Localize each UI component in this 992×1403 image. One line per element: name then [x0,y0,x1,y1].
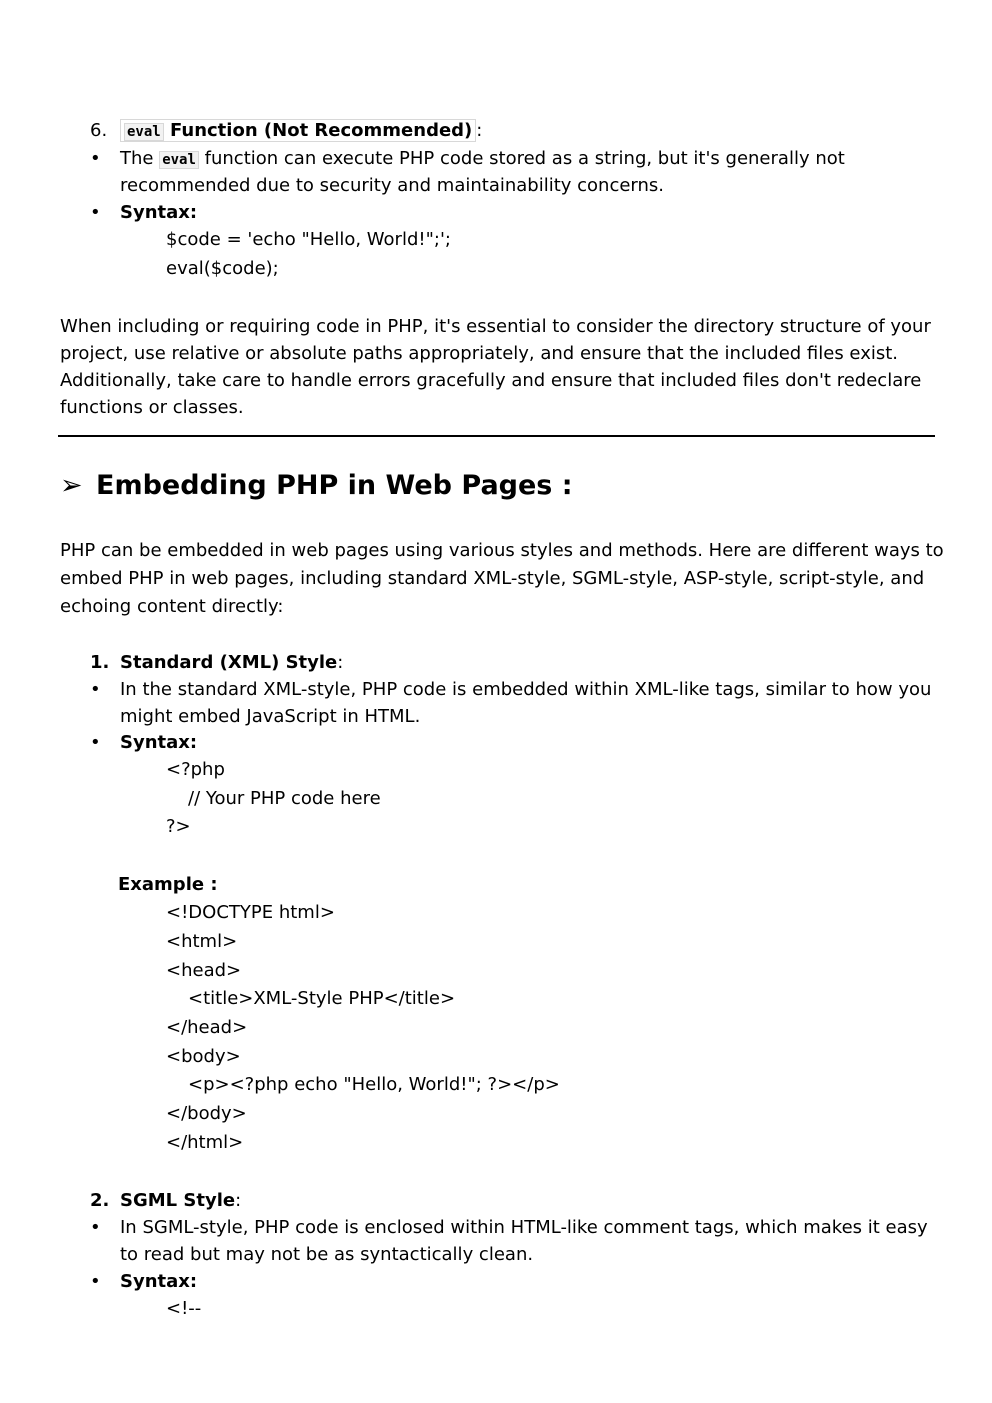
section-heading [60,470,573,501]
title-colon: : [337,652,344,673]
list-number: 1. [90,652,110,673]
code-line: <p><?php echo "Hello, World!"; ?></p> [188,1074,560,1095]
title-colon: : [235,1190,242,1211]
code-line: <html> [166,931,238,952]
code-line: <body> [166,1046,241,1067]
bullet-icon: • [90,732,101,753]
code-line: <!-- [166,1298,202,1319]
code-line: // Your PHP code here [188,788,381,809]
code-line: <title>XML-Style PHP</title> [188,988,456,1009]
heading-text: Embedding PHP in Web Pages : [96,470,573,501]
list-number: 2. [90,1190,110,1211]
bullet-text-post: function can execute PHP code stored as a string, but it's generally not [198,148,845,169]
inline-code: eval [159,151,199,169]
code-line: </body> [166,1103,247,1124]
code-line: <?php [166,759,225,780]
syntax-label: Syntax: [120,202,198,223]
bullet-text [120,148,845,169]
paragraph-line: PHP can be embedded in web pages using various styles and methods. Here are different ways to [60,540,944,561]
syntax-label: Syntax: [120,732,198,753]
paragraph-line: Additionally, take care to handle errors gracefully and ensure that included files don't redeclare [60,370,922,391]
bullet-text-pre: The [120,148,160,169]
code-line: ?> [166,816,191,837]
code-line: </head> [166,1017,248,1038]
item-title-text: Standard (XML) Style [120,652,338,673]
code-line: $code = 'echo "Hello, World!";'; [166,229,451,250]
bullet-icon: • [90,148,101,169]
item-title [120,652,343,673]
bullet-icon: • [90,202,101,223]
item-title-text: SGML Style [120,1190,236,1211]
bullet-text-line2: to read but may not be as syntactically clean. [120,1244,534,1265]
syntax-label: Syntax: [120,1271,198,1292]
paragraph-line: project, use relative or absolute paths appropriately, and ensure that the included files exist. [60,343,899,364]
bullet-text: In SGML-style, PHP code is enclosed within HTML-like comment tags, which makes it easy [120,1217,928,1238]
code-word: eval [124,123,164,141]
code-line: </html> [166,1132,244,1153]
horizontal-rule [58,435,935,437]
list-number: 6. [90,120,108,141]
bullet-text-line2: recommended due to security and maintainability concerns. [120,175,665,196]
item-title [120,1190,241,1211]
bullet-text: In the standard XML-style, PHP code is embedded within XML-like tags, similar to how you [120,679,932,700]
code-line: <!DOCTYPE html> [166,902,335,923]
bullet-text-line2: might embed JavaScript in HTML. [120,706,421,727]
arrow-bullet-icon: ➢ [60,470,83,501]
bullet-icon: • [90,679,101,700]
paragraph-line: embed PHP in web pages, including standard XML-style, SGML-style, ASP-style, script-style, and [60,568,925,589]
section-title-text: Function (Not Recommended) [163,120,473,141]
paragraph-line: functions or classes. [60,397,244,418]
code-line: eval($code); [166,258,279,279]
title-colon: : [476,120,483,141]
bullet-icon: • [90,1217,101,1238]
paragraph-line: echoing content directly: [60,596,284,617]
section-title [120,120,482,141]
code-line: <head> [166,960,242,981]
section-title-box [120,119,476,142]
paragraph-line: When including or requiring code in PHP, it's essential to consider the directory structure of your [60,316,931,337]
bullet-icon: • [90,1271,101,1292]
example-label: Example : [118,874,218,895]
